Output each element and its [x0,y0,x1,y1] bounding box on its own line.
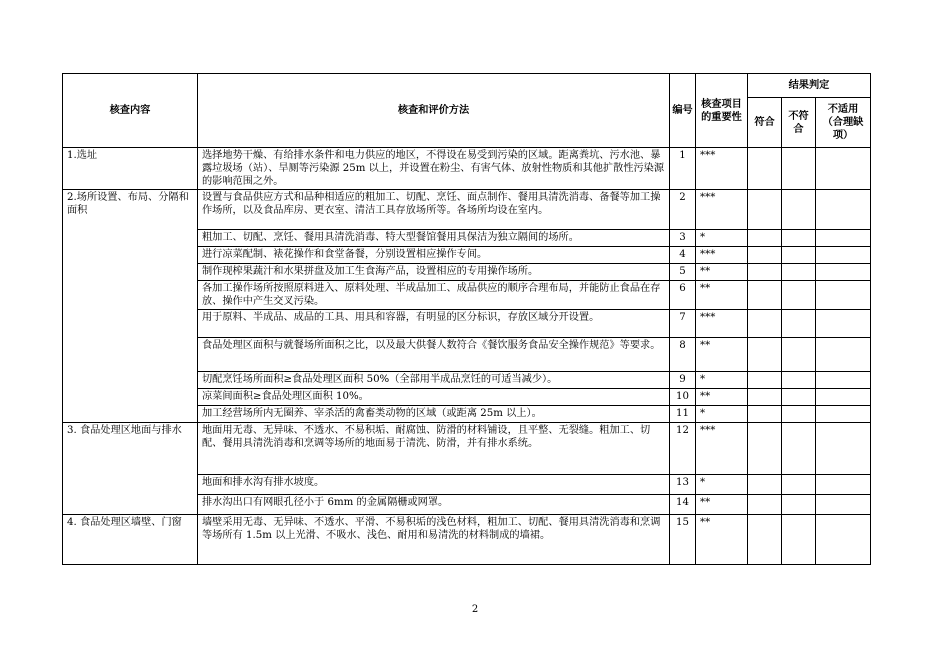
number-cell: 10 [670,389,696,406]
content-cell: 3. 食品处理区地面与排水 [63,423,198,515]
header-conform: 符合 [748,98,782,148]
page-number: 2 [471,604,479,615]
na-cell[interactable] [816,310,871,338]
header-method: 核查和评价方法 [198,74,670,148]
conform-cell[interactable] [748,406,782,423]
na-cell[interactable] [816,423,871,475]
method-cell: 凉菜间面积≥食品处理区面积 10%。 [198,389,670,406]
na-cell[interactable] [816,148,871,190]
na-cell[interactable] [816,389,871,406]
conform-cell[interactable] [748,190,782,230]
importance-cell: * [696,230,748,247]
na-cell[interactable] [816,247,871,264]
importance-cell: *** [696,247,748,264]
table-row [63,190,871,230]
header-content: 核查内容 [63,74,198,148]
nonconform-cell[interactable] [782,264,816,281]
number-cell: 12 [670,423,696,475]
method-cell: 设置与食品供应方式和品种相适应的粗加工、切配、烹饪、面点制作、餐用具清洗消毒、备餐等加工操作场所，以及食品库房、更衣室、清洁工具存放场所等。各场所均设在室内。 [198,190,670,230]
method-cell: 食品处理区面积与就餐场所面积之比，以及最大供餐人数符合《餐饮服务食品安全操作规范》等要求。 [198,338,670,372]
importance-cell: *** [696,310,748,338]
number-cell: 7 [670,310,696,338]
table-row [63,148,871,190]
conform-cell[interactable] [748,423,782,475]
importance-cell: ** [696,515,748,565]
conform-cell[interactable] [748,310,782,338]
number-cell: 3 [670,230,696,247]
method-cell: 加工经营场所内无圈养、宰杀活的禽畜类动物的区域（或距离 25m 以上）。 [198,406,670,423]
conform-cell[interactable] [748,247,782,264]
method-cell: 地面用无毒、无异味、不透水、不易积垢、耐腐蚀、防滑的材料铺设，且平整、无裂缝。粗加工、切配、餐用具清洗消毒和烹调等场所的地面易于清洗、防滑，并有排水系统。 [198,423,670,475]
conform-cell[interactable] [748,372,782,389]
nonconform-cell[interactable] [782,281,816,310]
number-cell: 11 [670,406,696,423]
number-cell: 5 [670,264,696,281]
importance-cell: *** [696,148,748,190]
conform-cell[interactable] [748,515,782,565]
importance-cell: * [696,475,748,495]
na-cell[interactable] [816,475,871,495]
number-cell: 4 [670,247,696,264]
nonconform-cell[interactable] [782,338,816,372]
conform-cell[interactable] [748,475,782,495]
na-cell[interactable] [816,515,871,565]
method-cell: 各加工操作场所按照原料进入、原料处理、半成品加工、成品供应的顺序合理布局，并能防止食品在存放、操作中产生交叉污染。 [198,281,670,310]
nonconform-cell[interactable] [782,247,816,264]
nonconform-cell[interactable] [782,389,816,406]
conform-cell[interactable] [748,338,782,372]
number-cell: 13 [670,475,696,495]
method-cell: 粗加工、切配、烹饪、餐用具清洗消毒、特大型餐馆餐用具保洁为独立隔间的场所。 [198,230,670,247]
header-importance: 核查项目的重要性 [696,74,748,148]
nonconform-cell[interactable] [782,423,816,475]
importance-cell: *** [696,423,748,475]
number-cell: 6 [670,281,696,310]
conform-cell[interactable] [748,148,782,190]
method-cell: 地面和排水沟有排水坡度。 [198,475,670,495]
table-row [63,515,871,565]
content-cell: 1.选址 [63,148,198,190]
nonconform-cell[interactable] [782,515,816,565]
number-cell: 1 [670,148,696,190]
importance-cell: ** [696,338,748,372]
table-row [63,423,871,475]
importance-cell: ** [696,281,748,310]
importance-cell: ** [696,264,748,281]
number-cell: 15 [670,515,696,565]
method-cell: 进行凉菜配制、裱花操作和食堂备餐，分别设置相应操作专间。 [198,247,670,264]
header-na: 不适用（合理缺项） [816,98,871,148]
nonconform-cell[interactable] [782,495,816,515]
conform-cell[interactable] [748,495,782,515]
importance-cell: ** [696,389,748,406]
number-cell: 2 [670,190,696,230]
na-cell[interactable] [816,264,871,281]
number-cell: 9 [670,372,696,389]
nonconform-cell[interactable] [782,190,816,230]
header-result: 结果判定 [748,74,871,98]
na-cell[interactable] [816,230,871,247]
conform-cell[interactable] [748,264,782,281]
nonconform-cell[interactable] [782,230,816,247]
importance-cell: *** [696,190,748,230]
method-cell: 选择地势干燥、有给排水条件和电力供应的地区，不得设在易受到污染的区域。距离粪坑、污水池、暴露垃圾场（站）、旱厕等污染源 25m 以上，并设置在粉尘、有害气体、放射性物质和其他扩散性污染源的影响范围之外。 [198,148,670,190]
na-cell[interactable] [816,495,871,515]
na-cell[interactable] [816,190,871,230]
nonconform-cell[interactable] [782,148,816,190]
header-nonconform: 不符合 [782,98,816,148]
nonconform-cell[interactable] [782,406,816,423]
content-cell: 2.场所设置、布局、分隔和面积 [63,190,198,423]
nonconform-cell[interactable] [782,475,816,495]
content-cell: 4. 食品处理区墙壁、门窗 [63,515,198,565]
method-cell: 排水沟出口有网眼孔径小于 6mm 的金属隔栅或网罩。 [198,495,670,515]
method-cell: 用于原料、半成品、成品的工具、用具和容器，有明显的区分标识，存放区域分开设置。 [198,310,670,338]
method-cell: 制作现榨果蔬汁和水果拼盘及加工生食海产品，设置相应的专用操作场所。 [198,264,670,281]
header-number: 编号 [670,74,696,148]
conform-cell[interactable] [748,281,782,310]
nonconform-cell[interactable] [782,310,816,338]
importance-cell: ** [696,495,748,515]
na-cell[interactable] [816,406,871,423]
na-cell[interactable] [816,281,871,310]
number-cell: 14 [670,495,696,515]
method-cell: 切配烹饪场所面积≥食品处理区面积 50%（全部用半成品烹饪的可适当减少）。 [198,372,670,389]
importance-cell: * [696,372,748,389]
inspection-table [62,73,871,565]
number-cell: 8 [670,338,696,372]
nonconform-cell[interactable] [782,372,816,389]
conform-cell[interactable] [748,230,782,247]
method-cell: 墙壁采用无毒、无异味、不透水、平滑、不易积垢的浅色材料，粗加工、切配、餐用具清洗消毒和烹调等场所有 1.5m 以上光滑、不吸水、浅色、耐用和易清洗的材料制成的墙裙。 [198,515,670,565]
na-cell[interactable] [816,338,871,372]
na-cell[interactable] [816,372,871,389]
importance-cell: * [696,406,748,423]
conform-cell[interactable] [748,389,782,406]
